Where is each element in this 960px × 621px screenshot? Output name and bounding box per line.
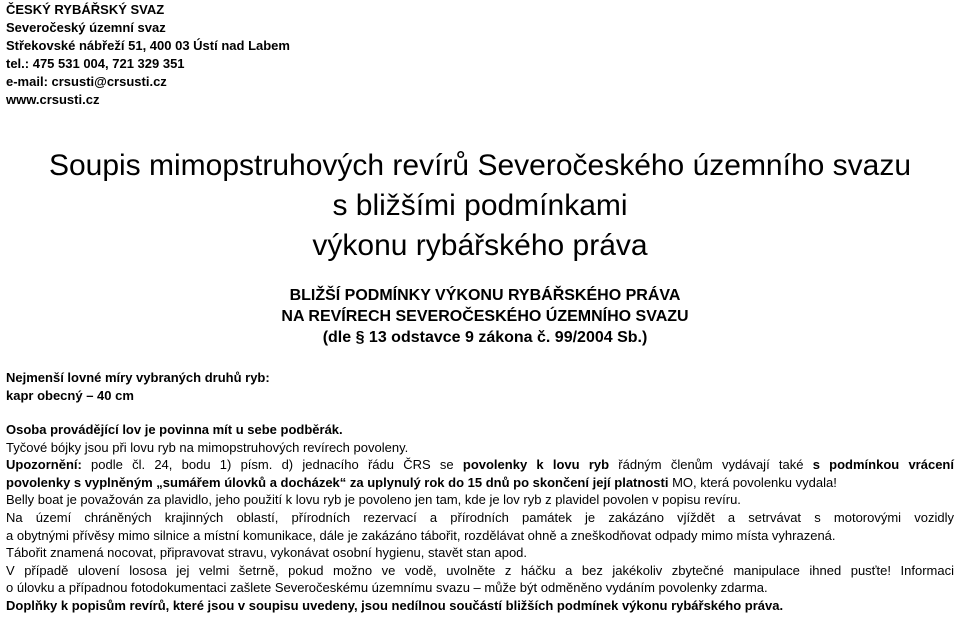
org-unit: Severočeský územní svaz (6, 20, 166, 35)
organization-header (6, 1, 290, 109)
buoy-rule: Tyčové bójky jsou při lovu ryb na mimopstruhových revírech povoleny. (6, 439, 409, 455)
conditions-text (6, 421, 954, 615)
section-heading-line-3: (dle § 13 odstavce 9 zákona č. 99/2004 Sb.) (322, 329, 648, 346)
document-title (0, 146, 960, 266)
title-line-2: s bližšími podmínkami (332, 189, 628, 222)
salmon-release-rule: V případě ulovení lososa jej velmi šetrně, pokud možno ve vodě, uvolněte z háčku a bez jakékoliv zbytečné manipulace ihned pusťte! Informaci (6, 562, 954, 578)
permit-return-notice-cont: povolenky s vyplněným „sumářem úlovků a docházek“ za uplynulý rok do 15 dnů po skončení její platnosti MO, která povolenku vydala! (6, 474, 837, 490)
org-phone: tel.: 475 531 004, 721 329 351 (6, 56, 185, 71)
landing-net-rule: Osoba provádějící lov je povinna mít u sebe podběrák. (6, 422, 343, 437)
title-line-3: výkonu rybářského práva (312, 229, 648, 262)
protected-area-rule-cont: a obytnými přívěsy mimo silnice a místní komunikace, dále je zakázáno tábořit, rozdělávat ohně a zneškodňovat odpady mimo místa vyhrazená. (6, 527, 836, 543)
minimum-sizes-heading: Nejmenší lovné míry vybraných druhů ryb: (6, 370, 270, 385)
org-website: www.crsusti.cz (6, 92, 100, 107)
section-heading (250, 285, 720, 348)
org-address: Střekovské nábřeží 51, 400 03 Ústí nad Labem (6, 38, 290, 53)
minimum-sizes-block (6, 369, 270, 405)
protected-area-rule: Na území chráněných krajinných oblastí, přírodních rezervací a přírodních památek je zakázáno vjíždět a setrvávat s motorovými vozidly (6, 509, 954, 525)
minimum-size-item: kapr obecný – 40 cm (6, 388, 134, 403)
belly-boat-rule: Belly boat je považován za plavidlo, jeho použití k lovu ryb je povoleno jen tam, kde je lov ryb z plavidel povolen v popisu revíru. (6, 492, 741, 508)
section-heading-line-2: NA REVÍRECH SEVEROČESKÉHO ÚZEMNÍHO SVAZU (281, 308, 689, 325)
camping-definition: Tábořit znamená nocovat, připravovat stravu, vykonávat osobní hygienu, stavět stan apod. (6, 545, 528, 561)
section-heading-line-1: BLIŽŠÍ PODMÍNKY VÝKONU RYBÁŘSKÉHO PRÁVA (289, 287, 681, 304)
salmon-release-rule-cont: o úlovku a případnou fotodokumentaci zašlete Severočeskému územnímu svazu – může být odměněno vydáním povolenky zdarma. (6, 580, 768, 596)
permit-return-notice: Upozornění: podle čl. 24, bodu 1) písm. d) jednacího řádu ČRS se povolenky k lovu ryb řádným členům vydávají také s podmínkou vrácení (6, 457, 954, 473)
org-name: ČESKÝ RYBÁŘSKÝ SVAZ (6, 2, 165, 17)
title-line-1: Soupis mimopstruhových revírů Severočeského územního svazu (48, 149, 912, 182)
supplements-note: Doplňky k popisům revírů, které jsou v soupisu uvedeny, jsou nedílnou součástí bližších podmínek výkonu rybářského práva. (6, 597, 784, 613)
org-email: e-mail: crsusti@crsusti.cz (6, 74, 167, 89)
